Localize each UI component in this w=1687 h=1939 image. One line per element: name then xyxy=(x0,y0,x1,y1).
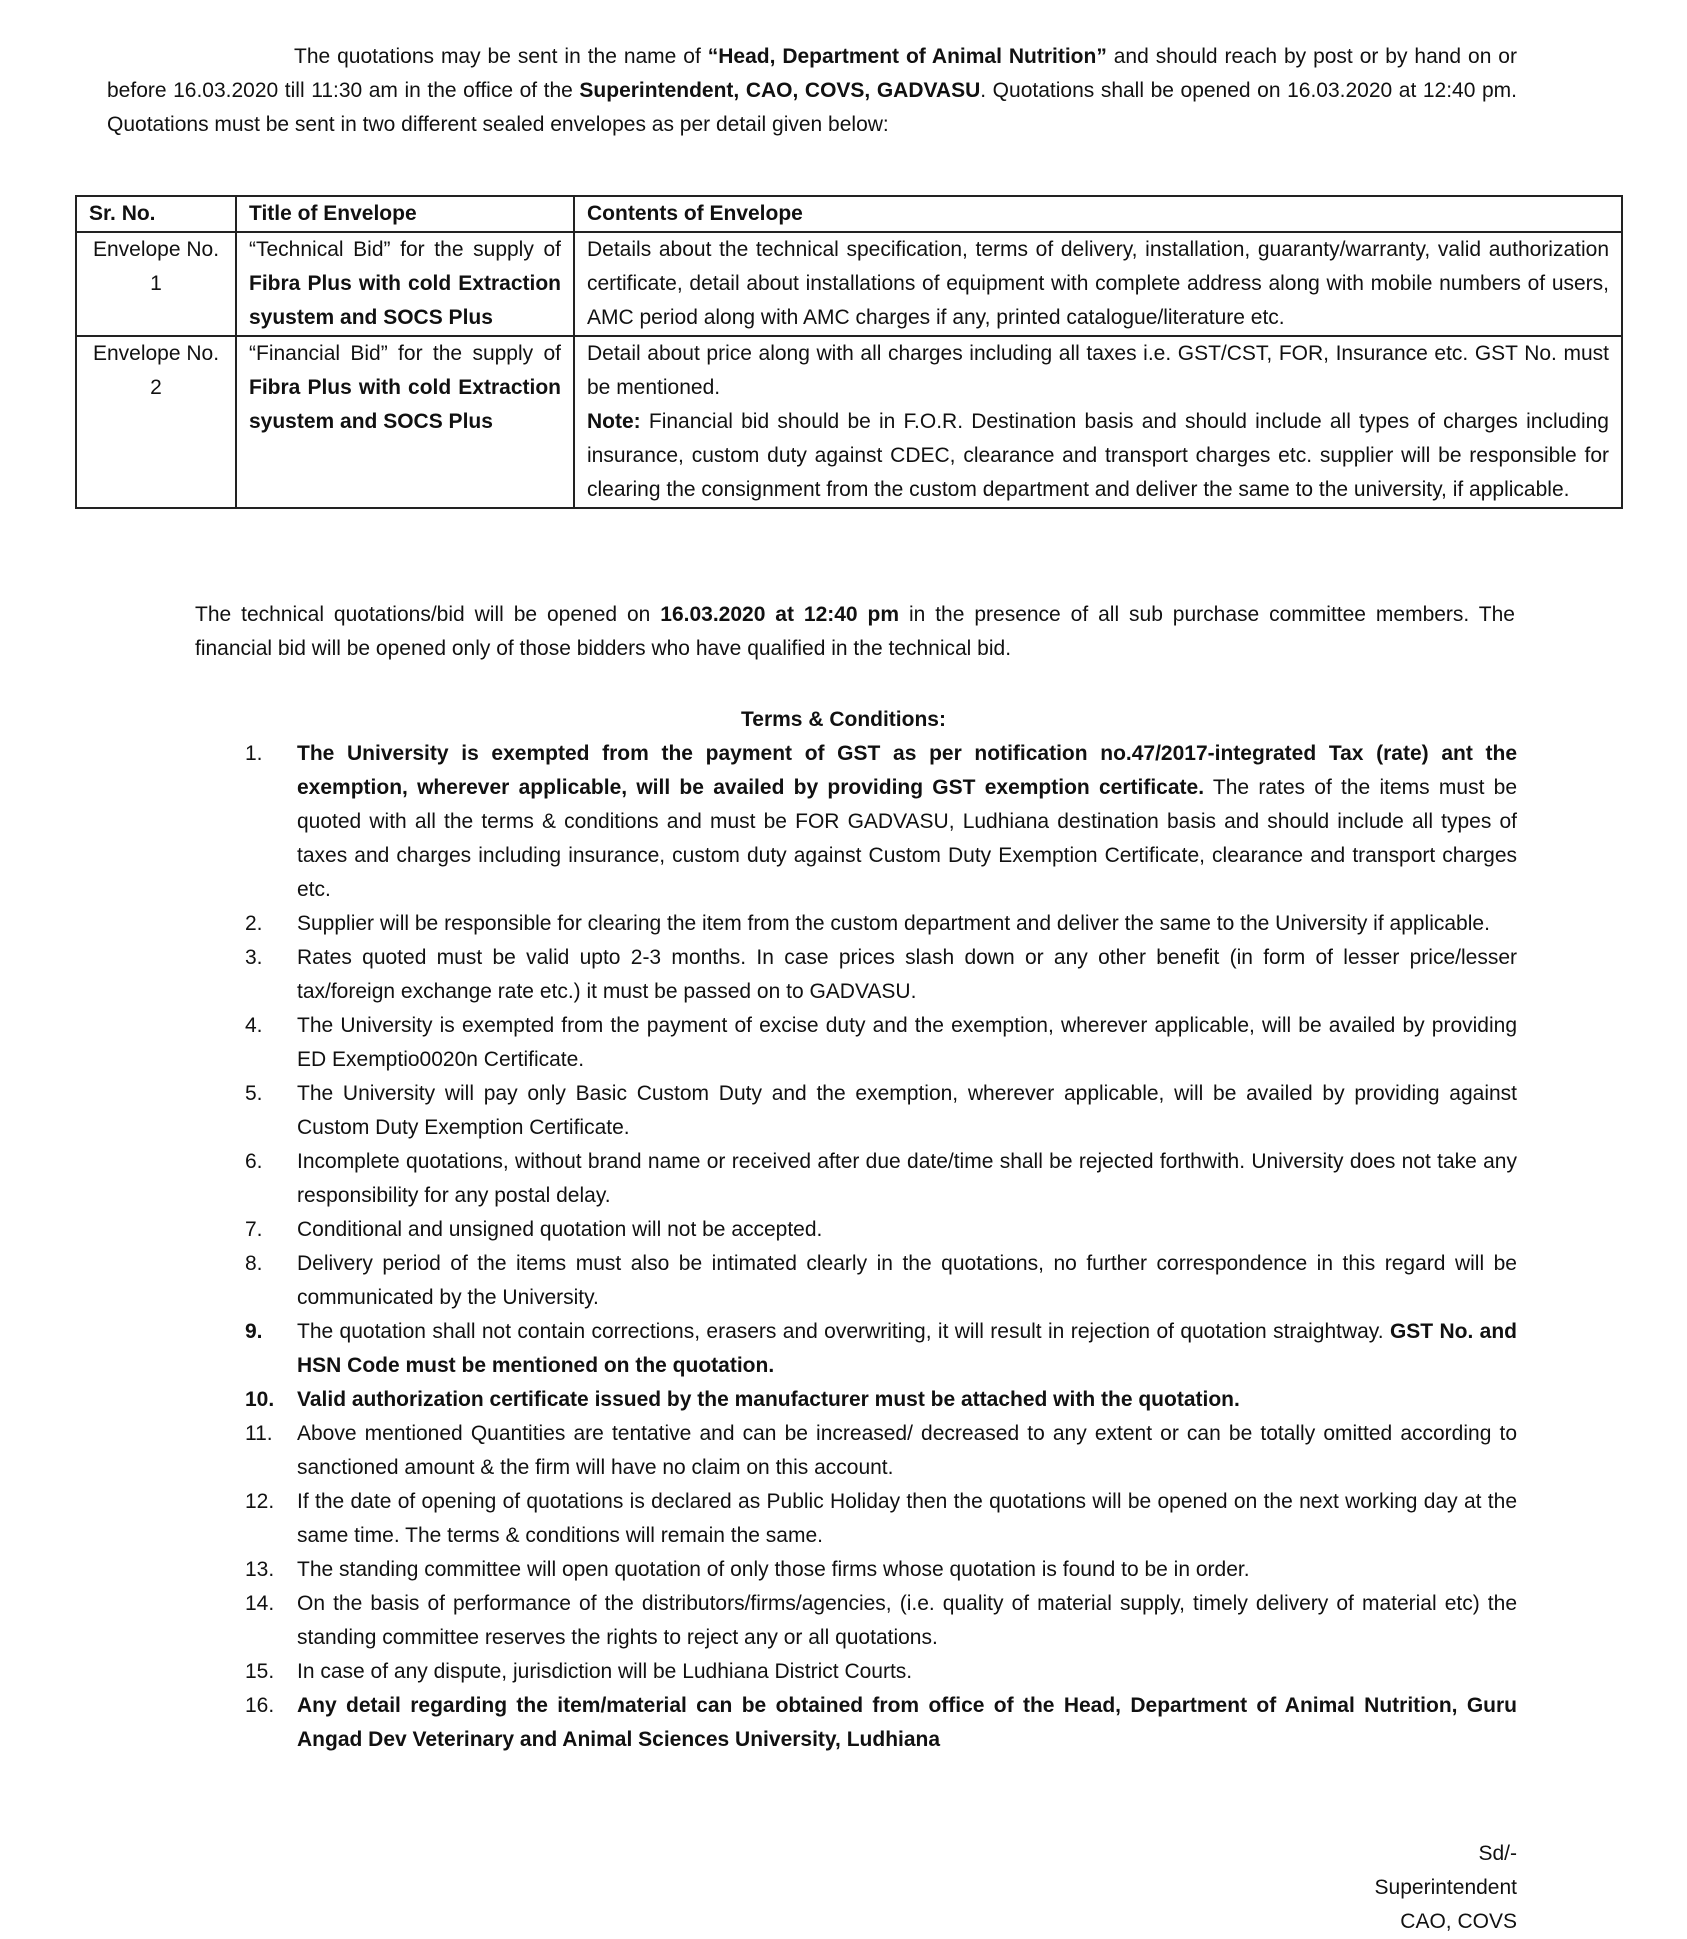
term-text: Incomplete quotations, without brand name or received after due date/time shall be rejected forthwith. University does not take any responsibility for any postal delay. xyxy=(297,1150,1517,1207)
signature-office: CAO, COVS xyxy=(1400,1910,1517,1933)
envelope-2-title-pre: “Financial Bid” for the supply of xyxy=(249,342,561,365)
term-text: The quotation shall not contain corrections, erasers and overwriting, it will result in rejection of quotation straightway. xyxy=(297,1320,1390,1343)
list-item xyxy=(245,1145,1517,1213)
term-number: 13. xyxy=(245,1558,275,1581)
term-number: 4. xyxy=(245,1014,263,1037)
term-number: 16. xyxy=(245,1694,275,1717)
term-text: The University will pay only Basic Custom Duty and the exemption, wherever applicable, will be availed by providing against Custom Duty Exemption Certificate. xyxy=(297,1082,1517,1139)
term-text: On the basis of performance of the distributors/firms/agencies, (i.e. quality of material supply, timely delivery of material etc) the standing committee reserves the rights to reject any or all quotations. xyxy=(297,1592,1517,1649)
term-text: In case of any dispute, jurisdiction will be Ludhiana District Courts. xyxy=(297,1660,913,1683)
envelope-2-title-bold: Fibra Plus with cold Extraction syustem and SOCS Plus xyxy=(249,376,561,433)
list-item xyxy=(245,1383,1517,1417)
terms-heading: Terms & Conditions: xyxy=(741,708,946,731)
intro-text-1: The quotations may be sent in the name of xyxy=(294,45,708,68)
term-text: The University is exempted from the payment of excise duty and the exemption, wherever applicable, will be availed by providing ED Exemptio0020n Certificate. xyxy=(297,1014,1517,1071)
intro-office: Superintendent, CAO, COVS, GADVASU xyxy=(579,79,981,102)
header-contents: Contents of Envelope xyxy=(574,196,1622,232)
list-item xyxy=(245,1689,1517,1757)
envelope-2-contents-text: Detail about price along with all charges including all taxes i.e. GST/CST, FOR, Insurance etc. GST No. must be mentioned. xyxy=(587,342,1609,399)
term-number: 2. xyxy=(245,912,263,935)
list-item xyxy=(245,1587,1517,1655)
term-number: 1. xyxy=(245,742,263,765)
list-item xyxy=(245,1077,1517,1145)
envelope-1-title xyxy=(236,232,574,336)
envelope-1-contents: Details about the technical specification, terms of delivery, installation, guaranty/warranty, valid authorization certificate, detail about installations of equipment with complete address along with mobile numbers of users, AMC period along with AMC charges if any, printed catalogue/literature etc. xyxy=(574,232,1622,336)
intro-paragraph xyxy=(107,40,1517,142)
list-item xyxy=(245,1213,1517,1247)
intro-head-name: “Head, Department of Animal Nutrition” xyxy=(707,45,1107,68)
term-bold-text: GST No. and HSN Code must be mentioned on the quotation. xyxy=(297,1320,1518,1377)
table-header-row xyxy=(76,196,1622,232)
envelope-table xyxy=(75,195,1623,509)
signature-block xyxy=(1240,1837,1517,1939)
note-text: Financial bid should be in F.O.R. Destination basis and should include all types of charges including insurance, custom duty against CDEC, clearance and transport charges etc. supplier will be responsible for clearing the consignment from the custom department and deliver the same to the university, if applicable. xyxy=(587,410,1609,501)
opening-text-1: The technical quotations/bid will be opened on xyxy=(195,603,661,626)
term-number: 6. xyxy=(245,1150,263,1173)
signature-sd: Sd/- xyxy=(1478,1842,1517,1865)
term-number: 8. xyxy=(245,1252,263,1275)
term-number: 9. xyxy=(245,1320,263,1343)
intro-text-2: and should reach by post or by hand on or before 16.03.2020 till 11:30 am in the office of the xyxy=(107,45,1517,102)
term-number: 7. xyxy=(245,1218,263,1241)
list-item xyxy=(245,1247,1517,1315)
envelope-1-title-bold: Fibra Plus with cold Extraction syustem and SOCS Plus xyxy=(249,272,561,329)
signature-title: Superintendent xyxy=(1374,1876,1517,1899)
intro-text-3: . Quotations shall be opened on 16.03.2020 at 12:40 pm. Quotations must be sent in two different sealed envelopes as per detail given below: xyxy=(107,79,1517,136)
term-number: 15. xyxy=(245,1660,275,1683)
list-item xyxy=(245,1553,1517,1587)
term-number: 12. xyxy=(245,1490,275,1513)
term-text: Above mentioned Quantities are tentative and can be increased/ decreased to any extent or can be totally omitted according to sanctioned amount & the firm will have no claim on this account. xyxy=(297,1422,1517,1479)
list-item xyxy=(245,1655,1517,1689)
opening-text-2: in the presence of all sub purchase committee members. The financial bid will be opened only of those bidders who have qualified in the technical bid. xyxy=(195,603,1515,660)
term-text: Rates quoted must be valid upto 2-3 months. In case prices slash down or any other benefit (in form of lesser price/lesser tax/foreign exchange rate etc.) it must be passed on to GADVASU. xyxy=(297,946,1517,1003)
envelope-2-title xyxy=(236,336,574,508)
table-row xyxy=(76,336,1622,508)
term-text: If the date of opening of quotations is declared as Public Holiday then the quotations will be opened on the next working day at the same time. The terms & conditions will remain the same. xyxy=(297,1490,1517,1547)
opening-date-bold: 16.03.2020 at 12:40 pm xyxy=(660,603,900,626)
term-text: The standing committee will open quotation of only those firms whose quotation is found to be in order. xyxy=(297,1558,1250,1581)
list-item xyxy=(245,1485,1517,1553)
term-bold-text: The University is exempted from the payment of GST as per notification no.47/2017-integrated Tax (rate) ant the exemption, wherever applicable, will be availed by providing GST exemption certificate. xyxy=(297,742,1517,799)
list-item xyxy=(245,907,1517,941)
term-text: Delivery period of the items must also be intimated clearly in the quotations, no further correspondence in this regard will be communicated by the University. xyxy=(297,1252,1517,1309)
note-label: Note: xyxy=(587,410,641,433)
term-number: 14. xyxy=(245,1592,275,1615)
term-number: 3. xyxy=(245,946,263,969)
table-row xyxy=(76,232,1622,336)
term-number: 5. xyxy=(245,1082,263,1105)
envelope-2-note xyxy=(587,405,1609,507)
envelope-2-srno: Envelope No. 2 xyxy=(76,336,236,508)
header-sr-no: Sr. No. xyxy=(76,196,236,232)
term-text: Supplier will be responsible for clearing the item from the custom department and deliver the same to the University if applicable. xyxy=(297,912,1490,935)
envelope-1-srno: Envelope No. 1 xyxy=(76,232,236,336)
term-bold-text: Any detail regarding the item/material can be obtained from office of the Head, Department of Animal Nutrition, Guru Angad Dev Veterinary and Animal Sciences University, Ludhiana xyxy=(297,1694,1517,1751)
term-bold-text: Valid authorization certificate issued by the manufacturer must be attached with the quotation. xyxy=(297,1388,1240,1411)
list-item xyxy=(245,1009,1517,1077)
list-item xyxy=(245,941,1517,1009)
terms-list xyxy=(245,737,1517,1757)
list-item xyxy=(245,737,1517,907)
envelope-1-title-pre: “Technical Bid” for the supply of xyxy=(249,238,561,261)
term-number: 11. xyxy=(245,1422,273,1445)
list-item xyxy=(245,1315,1517,1383)
envelope-2-contents xyxy=(574,336,1622,508)
opening-paragraph xyxy=(195,598,1515,666)
term-text: Conditional and unsigned quotation will not be accepted. xyxy=(297,1218,823,1241)
term-text: The rates of the items must be quoted with all the terms & conditions and must be FOR GADVASU, Ludhiana destination basis and should include all types of taxes and charges including insurance, custom duty against Custom Duty Exemption Certificate, clearance and transport charges etc. xyxy=(297,776,1518,901)
list-item xyxy=(245,1417,1517,1485)
header-title: Title of Envelope xyxy=(236,196,574,232)
term-number: 10. xyxy=(245,1388,275,1411)
